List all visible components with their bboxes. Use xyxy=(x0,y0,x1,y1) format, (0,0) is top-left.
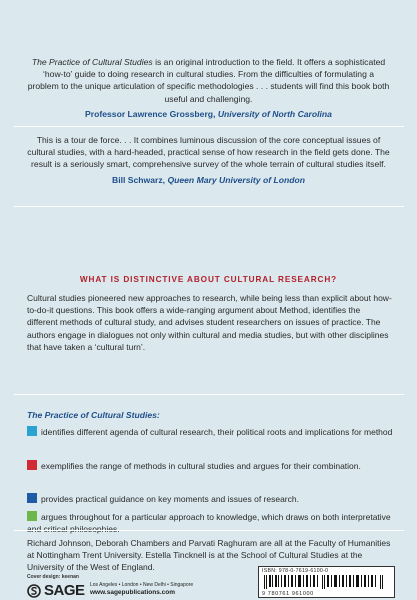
review-2 xyxy=(27,134,390,186)
review-2-attribution: Bill Schwarz, Queen Mary University of London xyxy=(112,174,305,185)
feature-item: provides practical guidance on key moments and issues of research. xyxy=(27,493,393,505)
divider xyxy=(14,530,404,531)
dark-blue-square-icon xyxy=(27,493,37,503)
review-1-attribution: Professor Lawrence Grossberg, University of North Carolina xyxy=(85,108,332,119)
publisher-locations: Los Angeles • London • New Delhi • Singapore xyxy=(90,582,194,588)
section-heading: WHAT IS DISTINCTIVE ABOUT CULTURAL RESEARCH? xyxy=(79,275,338,284)
publisher-url: www.sagepublications.com xyxy=(90,589,175,596)
features-title: The Practice of Cultural Studies: xyxy=(27,410,160,420)
divider xyxy=(14,206,404,207)
cover-design-credit: Cover design: keenan xyxy=(27,574,79,580)
green-square-icon xyxy=(27,511,37,521)
divider xyxy=(14,394,404,395)
sage-logo xyxy=(27,582,85,599)
feature-item: argues throughout for a particular approach to knowledge, which draws on both interpretative and critical philosophies. xyxy=(27,512,391,535)
description-paragraph: Cultural studies pioneered new approaches to research, while being less than explicit about how-to-do-it questions. This book offers a wide-ranging argument about Method, identifies the different methods of cultural study, and advises student researchers on issues of practice. The authors engage in dialogues not only within cultural and media studies, but with other disciplines that have taken a ‘cultural turn’. xyxy=(27,293,392,352)
barcode-box xyxy=(258,566,395,598)
barcode-icon xyxy=(264,575,389,589)
red-square-icon xyxy=(27,460,37,470)
barcode-digits: 9 780761 961000 xyxy=(262,591,314,597)
feature-item: exemplifies the range of methods in cultural studies and argues for their combination. xyxy=(27,460,393,472)
book-title: The Practice of Cultural Studies xyxy=(31,57,153,67)
author-bio: Richard Johnson, Deborah Chambers and Parvati Raghuram are all at the Faculty of Humanities at Nottingham Trent University. Estella Tincknell is at the School of Cultural Studies at the University of the West of England. xyxy=(27,538,391,573)
divider xyxy=(14,126,404,127)
review-2-text: This is a tour de force. . . It combines luminous discussion of the core conceptual issues of cultural studies, with a hard-headed, practical sense of how research in the field gets done. The result is a seriously smart, comprehensive survey of the whole terrain of cultural studies itself. xyxy=(27,135,390,170)
publisher-info xyxy=(90,582,193,596)
review-1 xyxy=(27,56,390,120)
sage-emblem-icon xyxy=(27,584,41,598)
blue-square-icon xyxy=(27,426,37,436)
review-1-text: is an original introduction to the field. It offers a sophisticated ‘how-to’ guide to doing research in cultural studies. From the difficulties of formulating a problem to the unique articulation of specific methodologies . . . students will find this book both useful and challenging. xyxy=(27,57,390,104)
isbn-label: ISBN: 978-0-7619-6100-0 xyxy=(262,568,329,574)
sage-wordmark: SAGE xyxy=(44,582,85,599)
feature-item: identifies different agenda of cultural research, their political roots and implications for method xyxy=(27,426,393,438)
